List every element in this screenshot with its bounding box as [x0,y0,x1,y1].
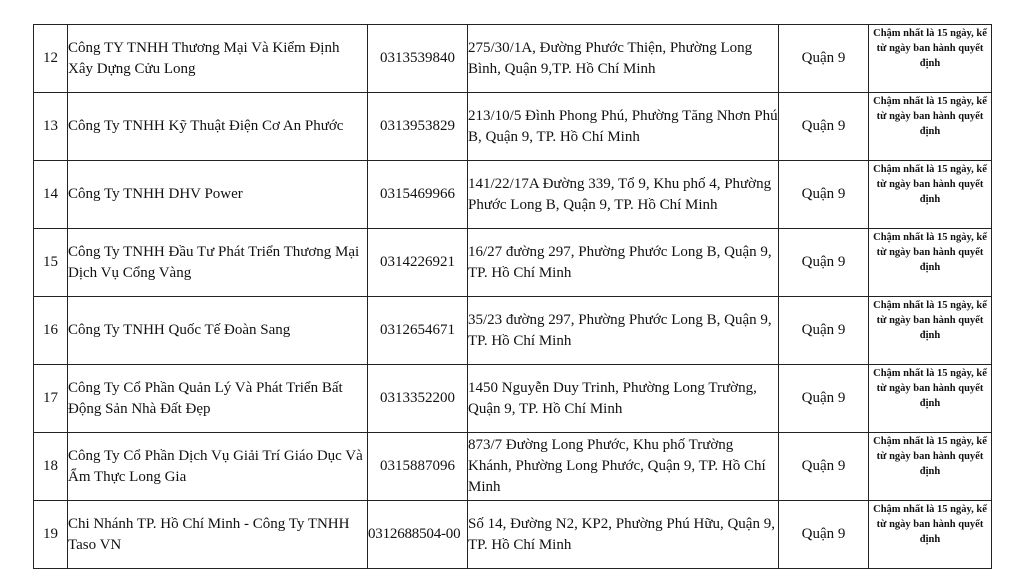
company-name-cell: Công Ty TNHH Đầu Tư Phát Triển Thương Mại Dịch Vụ Cổng Vàng [68,229,368,297]
table-row [34,93,992,161]
company-table-body [34,25,992,569]
tax-code-cell: 0312688504-00 [368,501,468,569]
company-name-cell: Công Ty Cổ Phần Dịch Vụ Giải Trí Giáo Dục Và Ẩm Thực Long Gia [68,433,368,501]
table-row [34,365,992,433]
company-address-cell: 141/22/17A Đường 339, Tổ 9, Khu phố 4, Phường Phước Long B, Quận 9, TP. Hồ Chí Minh [468,161,779,229]
deadline-note-cell: Chậm nhất là 15 ngày, kể từ ngày ban hành quyết định [869,229,992,297]
district-cell: Quận 9 [779,433,869,501]
row-number-cell: 12 [34,25,68,93]
table-row [34,229,992,297]
company-table [33,24,992,569]
district-cell: Quận 9 [779,501,869,569]
row-number-cell: 15 [34,229,68,297]
deadline-note-cell: Chậm nhất là 15 ngày, kể từ ngày ban hành quyết định [869,297,992,365]
tax-code-cell: 0313539840 [368,25,468,93]
table-row [34,161,992,229]
company-address-cell: 213/10/5 Đình Phong Phú, Phường Tăng Nhơn Phú B, Quận 9, TP. Hồ Chí Minh [468,93,779,161]
company-name-cell: Công TY TNHH Thương Mại Và Kiểm Định Xây Dựng Cửu Long [68,25,368,93]
company-address-cell: 275/30/1A, Đường Phước Thiện, Phường Long Bình, Quận 9,TP. Hồ Chí Minh [468,25,779,93]
company-address-cell: 35/23 đường 297, Phường Phước Long B, Quận 9, TP. Hồ Chí Minh [468,297,779,365]
district-cell: Quận 9 [779,365,869,433]
company-name-cell: Chi Nhánh TP. Hồ Chí Minh - Công Ty TNHH Taso VN [68,501,368,569]
row-number-cell: 13 [34,93,68,161]
table-row [34,297,992,365]
tax-code-cell: 0314226921 [368,229,468,297]
deadline-note-cell: Chậm nhất là 15 ngày, kể từ ngày ban hành quyết định [869,25,992,93]
tax-code-cell: 0313352200 [368,365,468,433]
table-row [34,433,992,501]
company-address-cell: 16/27 đường 297, Phường Phước Long B, Quận 9, TP. Hồ Chí Minh [468,229,779,297]
company-name-cell: Công Ty Cổ Phần Quản Lý Và Phát Triển Bất Động Sản Nhà Đất Đẹp [68,365,368,433]
district-cell: Quận 9 [779,297,869,365]
deadline-note-cell: Chậm nhất là 15 ngày, kể từ ngày ban hành quyết định [869,161,992,229]
tax-code-cell: 0312654671 [368,297,468,365]
tax-code-cell: 0313953829 [368,93,468,161]
table-row [34,501,992,569]
company-name-cell: Công Ty TNHH Kỹ Thuật Điện Cơ An Phước [68,93,368,161]
company-name-cell: Công Ty TNHH Quốc Tế Đoàn Sang [68,297,368,365]
tax-code-cell: 0315887096 [368,433,468,501]
row-number-cell: 17 [34,365,68,433]
row-number-cell: 19 [34,501,68,569]
company-address-cell: 1450 Nguyễn Duy Trinh, Phường Long Trường, Quận 9, TP. Hồ Chí Minh [468,365,779,433]
district-cell: Quận 9 [779,25,869,93]
district-cell: Quận 9 [779,229,869,297]
district-cell: Quận 9 [779,161,869,229]
deadline-note-cell: Chậm nhất là 15 ngày, kể từ ngày ban hành quyết định [869,93,992,161]
deadline-note-cell: Chậm nhất là 15 ngày, kể từ ngày ban hành quyết định [869,365,992,433]
company-address-cell: 873/7 Đường Long Phước, Khu phố Trường Khánh, Phường Long Phước, Quận 9, TP. Hồ Chí Minh [468,433,779,501]
company-name-cell: Công Ty TNHH DHV Power [68,161,368,229]
deadline-note-cell: Chậm nhất là 15 ngày, kể từ ngày ban hành quyết định [869,501,992,569]
company-address-cell: Số 14, Đường N2, KP2, Phường Phú Hữu, Quận 9, TP. Hồ Chí Minh [468,501,779,569]
deadline-note-cell: Chậm nhất là 15 ngày, kể từ ngày ban hành quyết định [869,433,992,501]
document-page [33,24,991,569]
district-cell: Quận 9 [779,93,869,161]
row-number-cell: 14 [34,161,68,229]
row-number-cell: 18 [34,433,68,501]
row-number-cell: 16 [34,297,68,365]
tax-code-cell: 0315469966 [368,161,468,229]
table-row [34,25,992,93]
